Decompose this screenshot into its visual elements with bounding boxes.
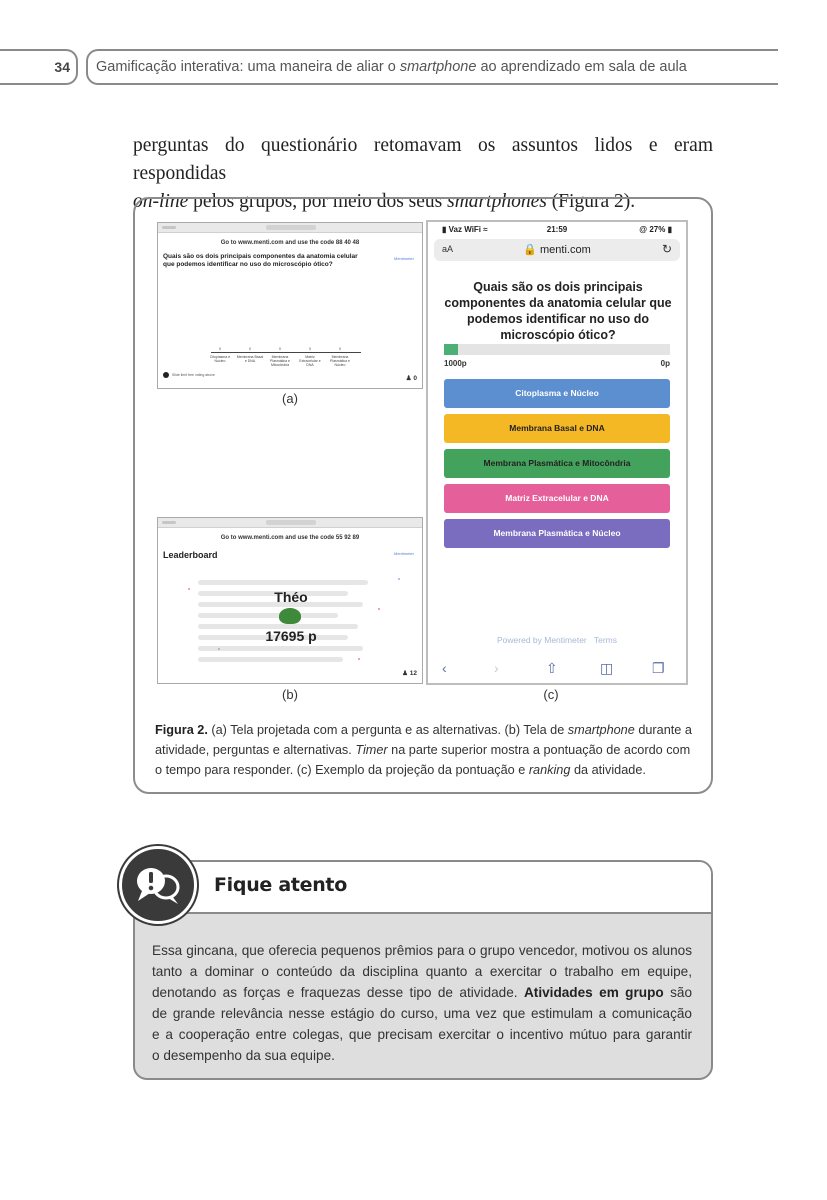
result-count: 0 [339,347,341,351]
participant-count-value: 12 [409,670,417,677]
signal-icon: ▮ [442,225,447,234]
tabs-icon[interactable]: ❐ [652,660,665,676]
caption-part4: da atividade. [570,763,646,777]
result-label: Membrana Basal e DNA [236,355,264,363]
speech-bubble-alert-icon-graphic [122,849,194,921]
result-count: 0 [309,347,311,351]
caption-em2: Timer [355,743,388,757]
timer-max-label: 1000p [444,359,467,368]
reload-icon[interactable]: ↻ [661,242,672,256]
join-code-line: Go to www.menti.com and use the code 55 92 89 [220,535,360,541]
header-title-post: ao aprendizado em sala de aula [476,59,687,75]
callout-line3-pre: denotando as forças e fraquezas desse tipo de atividade. [152,985,524,1000]
header-title-pre: Gamificação interativa: uma maneira de aliar o [96,59,400,75]
winner-name: Théo [274,589,308,605]
question-text: Quais são os dois principais componentes da anatomia celular que podemos identificar no uso do microscópio ótico? [444,280,672,342]
running-header-title [96,49,687,85]
answer-option-membrana-plasmatica-nucleo[interactable]: Membrana Plasmática e Núcleo [444,519,670,548]
callout-line: e a cooperação entre colegas, que precisam exercitar o incentivo mútuo para garantir [152,1027,692,1042]
screenshot-b-leaderboard [157,517,423,684]
timer-track [444,344,670,355]
winner-avatar-icon [279,608,301,624]
mentimeter-logo: Mentimeter [393,256,414,261]
question-text: Quais são os dois principais componentes da anatomia celular que podemos identificar no uso do microscópio ótico? [163,253,358,268]
participant-count-value: 0 [413,375,417,382]
blurred-row [198,657,343,662]
window-controls [162,226,176,229]
footer-note: Slide limit free voting above [172,373,215,377]
safari-address-bar[interactable] [434,239,680,261]
participant-count [402,669,417,677]
confetti [378,608,380,610]
caption-part3: na parte superior mostra a pontuação de acordo com o tempo para responder. (c) Exemplo da projeção da pontuação e [155,743,691,777]
back-icon[interactable]: ‹ [442,660,447,676]
paragraph-mid: pelos grupos, por meio dos seus [188,191,448,212]
screenshot-a-projected-question [157,222,423,389]
timer-min-label: 0p [660,359,670,368]
carrier-name: Vaz WiFi [448,225,482,234]
result-count: 0 [279,347,281,351]
answer-option-matriz-extracelular-dna[interactable]: Matriz Extracelular e DNA [444,484,670,513]
terms-link[interactable]: Terms [593,635,617,645]
paragraph-post: (Figura 2). [546,191,636,212]
safari-toolbar [428,654,686,684]
callout-line: tanto a dominar o conteúdo da disciplina quanto a exercitar o trabalho em equipe, [152,964,692,979]
result-label: Citoplasma e Núcleo [209,355,231,363]
callout-line: o desempenho da sua equipe. [152,1048,335,1063]
result-count: 0 [219,347,221,351]
callout-line: de grande relevância nesse estágio do curso, uma vez que estimulam a comunicação [152,1006,692,1021]
blurred-row [198,613,338,618]
timer-fill [444,344,458,355]
result-label: Matriz Extracelular e DNA [299,355,321,367]
header-title-em: smartphone [399,59,477,75]
blurred-row [198,646,363,651]
result-count: 0 [249,347,251,351]
callout-text [152,940,692,1066]
window-controls [162,521,176,524]
powered-by-link[interactable]: Powered by Mentimeter [497,635,587,645]
text-size-button[interactable]: aA [442,244,454,254]
leaderboard-title: Leaderboard [163,550,218,560]
mentimeter-icon [163,372,169,378]
caption-part2: durante a atividade, perguntas e alternativas. [155,723,692,757]
caption-em1: smartphone [567,723,635,737]
caption-label: Figura 2. [155,723,208,737]
address-bar [266,225,316,230]
alarm-icon: @ [639,225,648,234]
browser-bar [158,223,422,233]
paragraph-em-online: on-line [133,191,189,212]
callout-title: Fique atento [214,874,347,896]
answer-option-citoplasma-nucleo[interactable]: Citoplasma e Núcleo [444,379,670,408]
paragraph-em-smartphones: smartphones [447,191,547,212]
callout-line3-bold: Atividades em grupo [523,985,664,1000]
callout-line: Essa gincana, que oferecia pequenos prêmios para o grupo vencedor, motivou os alunos [152,943,692,958]
result-column [206,347,234,363]
result-column [236,347,264,363]
paragraph-line-1: perguntas do questionário retomavam os assuntos lidos e eram respondidas [133,135,713,184]
url-text: menti.com [540,244,591,256]
blurred-row [198,580,368,585]
speech-bubble-alert-icon [119,846,197,924]
powered-by-footer [428,635,686,645]
screenshot-c-phone [426,220,688,685]
participant-count [406,374,417,382]
result-column [326,347,354,367]
callout-line [152,982,692,1003]
result-label: Membrana Plasmática e Núcleo [329,355,351,367]
result-column [296,347,324,367]
page-number: 34 [54,59,70,75]
confetti [398,578,400,580]
url-field[interactable] [434,243,680,256]
battery [639,225,672,234]
confetti [218,648,220,650]
confetti [358,658,360,660]
result-column [266,347,294,367]
figure-caption [155,720,695,780]
forward-icon[interactable]: › [494,660,499,676]
label-c: (c) [543,687,559,702]
battery-icon: ▮ [667,225,672,234]
clock: 21:59 [546,225,568,234]
mentimeter-logo: Mentimeter [393,551,414,556]
person-icon: ♟ [405,375,412,382]
bookmarks-icon[interactable]: ◫ [600,660,614,676]
caption-em3: ranking [528,763,571,777]
lock-icon: 🔒 [523,244,537,256]
browser-bar [158,518,422,528]
label-a: (a) [282,391,298,406]
answer-option-membrana-basal-dna[interactable]: Membrana Basal e DNA [444,414,670,443]
wifi-icon: ≈ [483,225,488,234]
label-b: (b) [282,687,298,702]
status-bar [428,222,686,239]
join-code-line: Go to www.menti.com and use the code 88 40 48 [220,240,360,246]
caption-part1: (a) Tela projetada com a pergunta e as alternativas. (b) Tela de [207,723,568,737]
answer-option-membrana-plasmatica-mitocondria[interactable]: Membrana Plasmática e Mitocôndria [444,449,670,478]
person-icon: ♟ [402,670,408,677]
battery-level: 27% [649,225,666,234]
address-bar [266,520,316,525]
winner-score: 17695 p [265,628,317,644]
share-icon[interactable]: ⇧ [546,660,558,676]
callout-line3-post: são [663,985,693,1000]
result-label: Membrana Plasmática e Mitocôndria [269,355,291,367]
